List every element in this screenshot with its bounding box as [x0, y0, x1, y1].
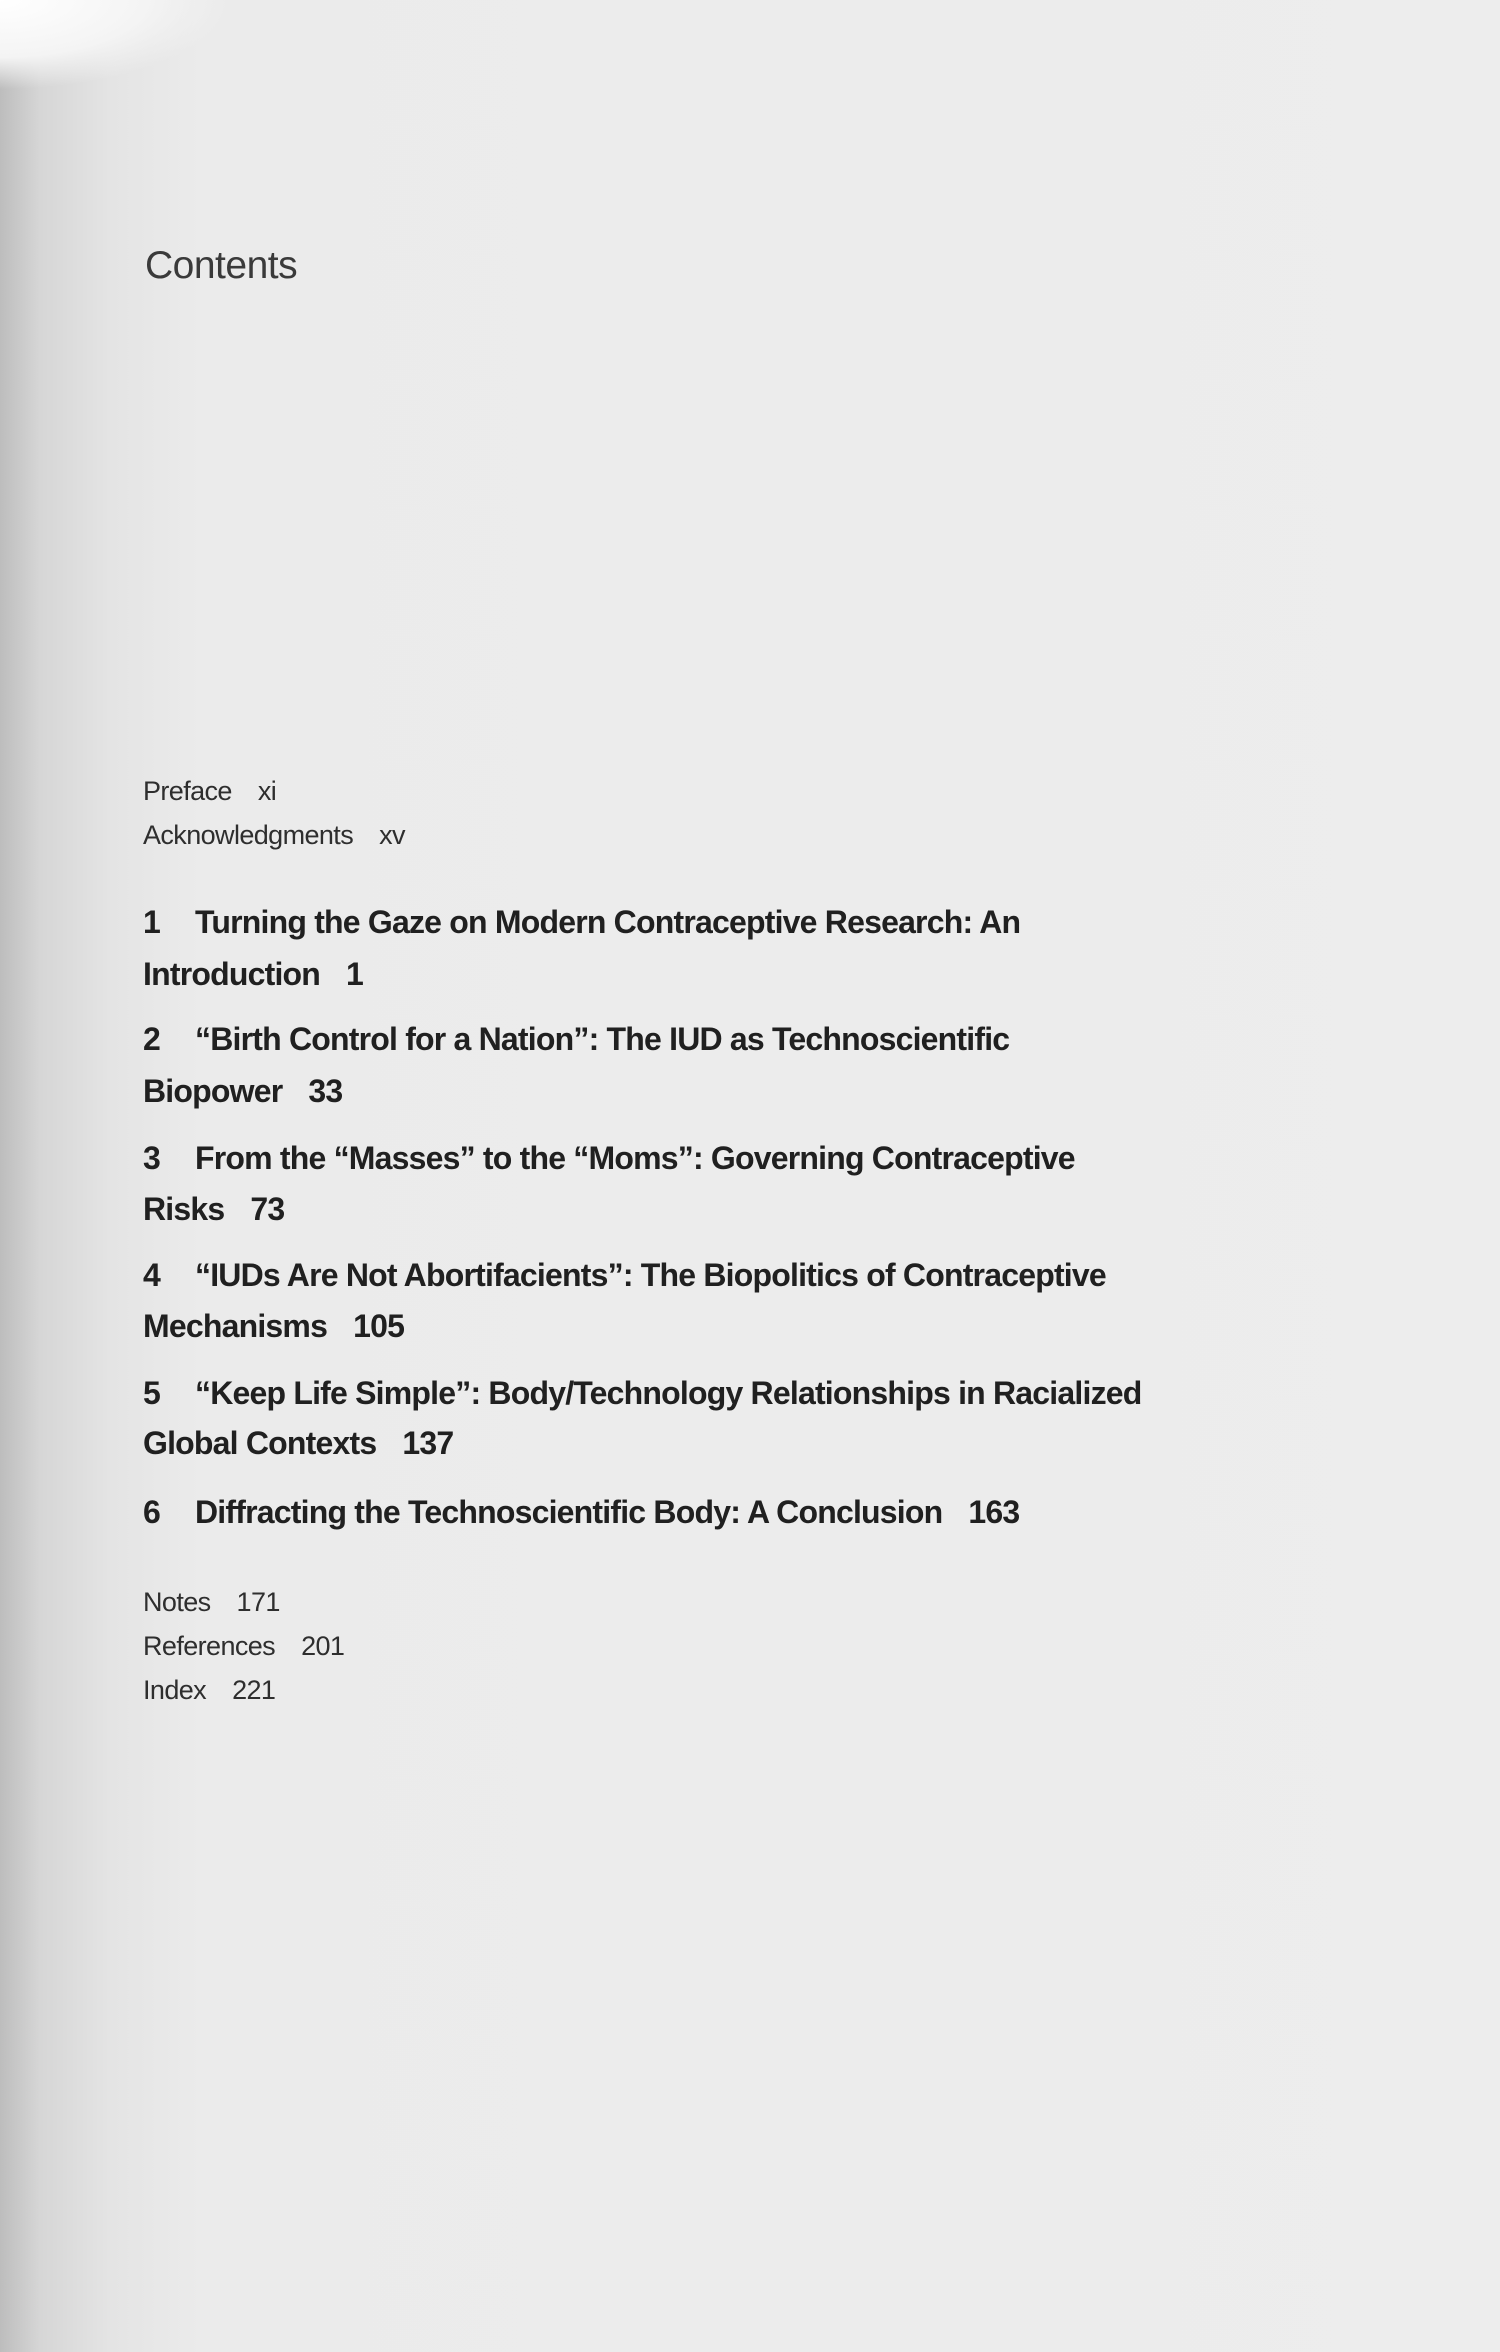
toc-chapter-4-cont [143, 1308, 404, 1345]
chapter-title: “Birth Control for a Nation”: The IUD as Technoscientific [195, 1021, 1010, 1057]
page-title: Contents [145, 244, 298, 287]
chapter-page: 33 [308, 1073, 343, 1109]
chapter-number: 6 [143, 1494, 160, 1530]
chapter-title: Turning the Gaze on Modern Contraceptive Research: An [195, 904, 1021, 940]
toc-chapter-4 [143, 1257, 1106, 1294]
toc-chapter-1-cont [143, 956, 363, 993]
chapter-number: 5 [143, 1375, 160, 1411]
entry-page: 221 [232, 1675, 276, 1705]
toc-chapter-5-cont [143, 1425, 453, 1462]
toc-chapter-6 [143, 1494, 1019, 1531]
entry-label: Notes [143, 1587, 211, 1617]
chapter-title-cont: Mechanisms [143, 1308, 328, 1344]
chapter-title-cont: Introduction [143, 956, 321, 992]
toc-entry-notes [143, 1587, 280, 1618]
chapter-page: 73 [250, 1191, 285, 1227]
chapter-page: 105 [353, 1308, 405, 1344]
chapter-title-cont: Global Contexts [143, 1425, 377, 1461]
entry-label: Index [143, 1675, 207, 1705]
entry-label: Acknowledgments [143, 820, 354, 850]
chapter-number: 4 [143, 1257, 160, 1293]
chapter-page: 1 [346, 956, 364, 992]
entry-label: References [143, 1631, 276, 1661]
entry-page: 171 [236, 1587, 280, 1617]
entry-page: xi [257, 776, 277, 806]
toc-chapter-2 [143, 1021, 1009, 1058]
chapter-number: 2 [143, 1021, 160, 1057]
toc-chapter-3 [143, 1140, 1075, 1177]
toc-chapter-5 [143, 1375, 1142, 1412]
chapter-title-cont: Biopower [143, 1073, 283, 1109]
toc-chapter-2-cont [143, 1073, 342, 1110]
chapter-number: 1 [143, 904, 160, 940]
chapter-page: 163 [968, 1494, 1020, 1530]
toc-entry-index [143, 1675, 275, 1706]
toc-entry-preface [143, 776, 276, 807]
chapter-title: “IUDs Are Not Abortifacients”: The Biopolitics of Contraceptive [195, 1257, 1106, 1293]
toc-entry-references [143, 1631, 344, 1662]
toc-chapter-3-cont [143, 1191, 284, 1228]
chapter-title: “Keep Life Simple”: Body/Technology Relationships in Racialized [195, 1375, 1142, 1411]
entry-label: Preface [143, 776, 232, 806]
page-corner-tear [0, 0, 230, 90]
chapter-title-cont: Risks [143, 1191, 225, 1227]
chapter-number: 3 [143, 1140, 160, 1176]
chapter-title: From the “Masses” to the “Moms”: Governing Contraceptive [195, 1140, 1075, 1176]
toc-entry-acknowledgments [143, 820, 405, 851]
toc-chapter-1 [143, 904, 1020, 941]
chapter-page: 137 [402, 1425, 454, 1461]
entry-page: 201 [301, 1631, 345, 1661]
chapter-title: Diffracting the Technoscientific Body: A Conclusion [195, 1494, 943, 1530]
entry-page: xv [379, 820, 405, 850]
